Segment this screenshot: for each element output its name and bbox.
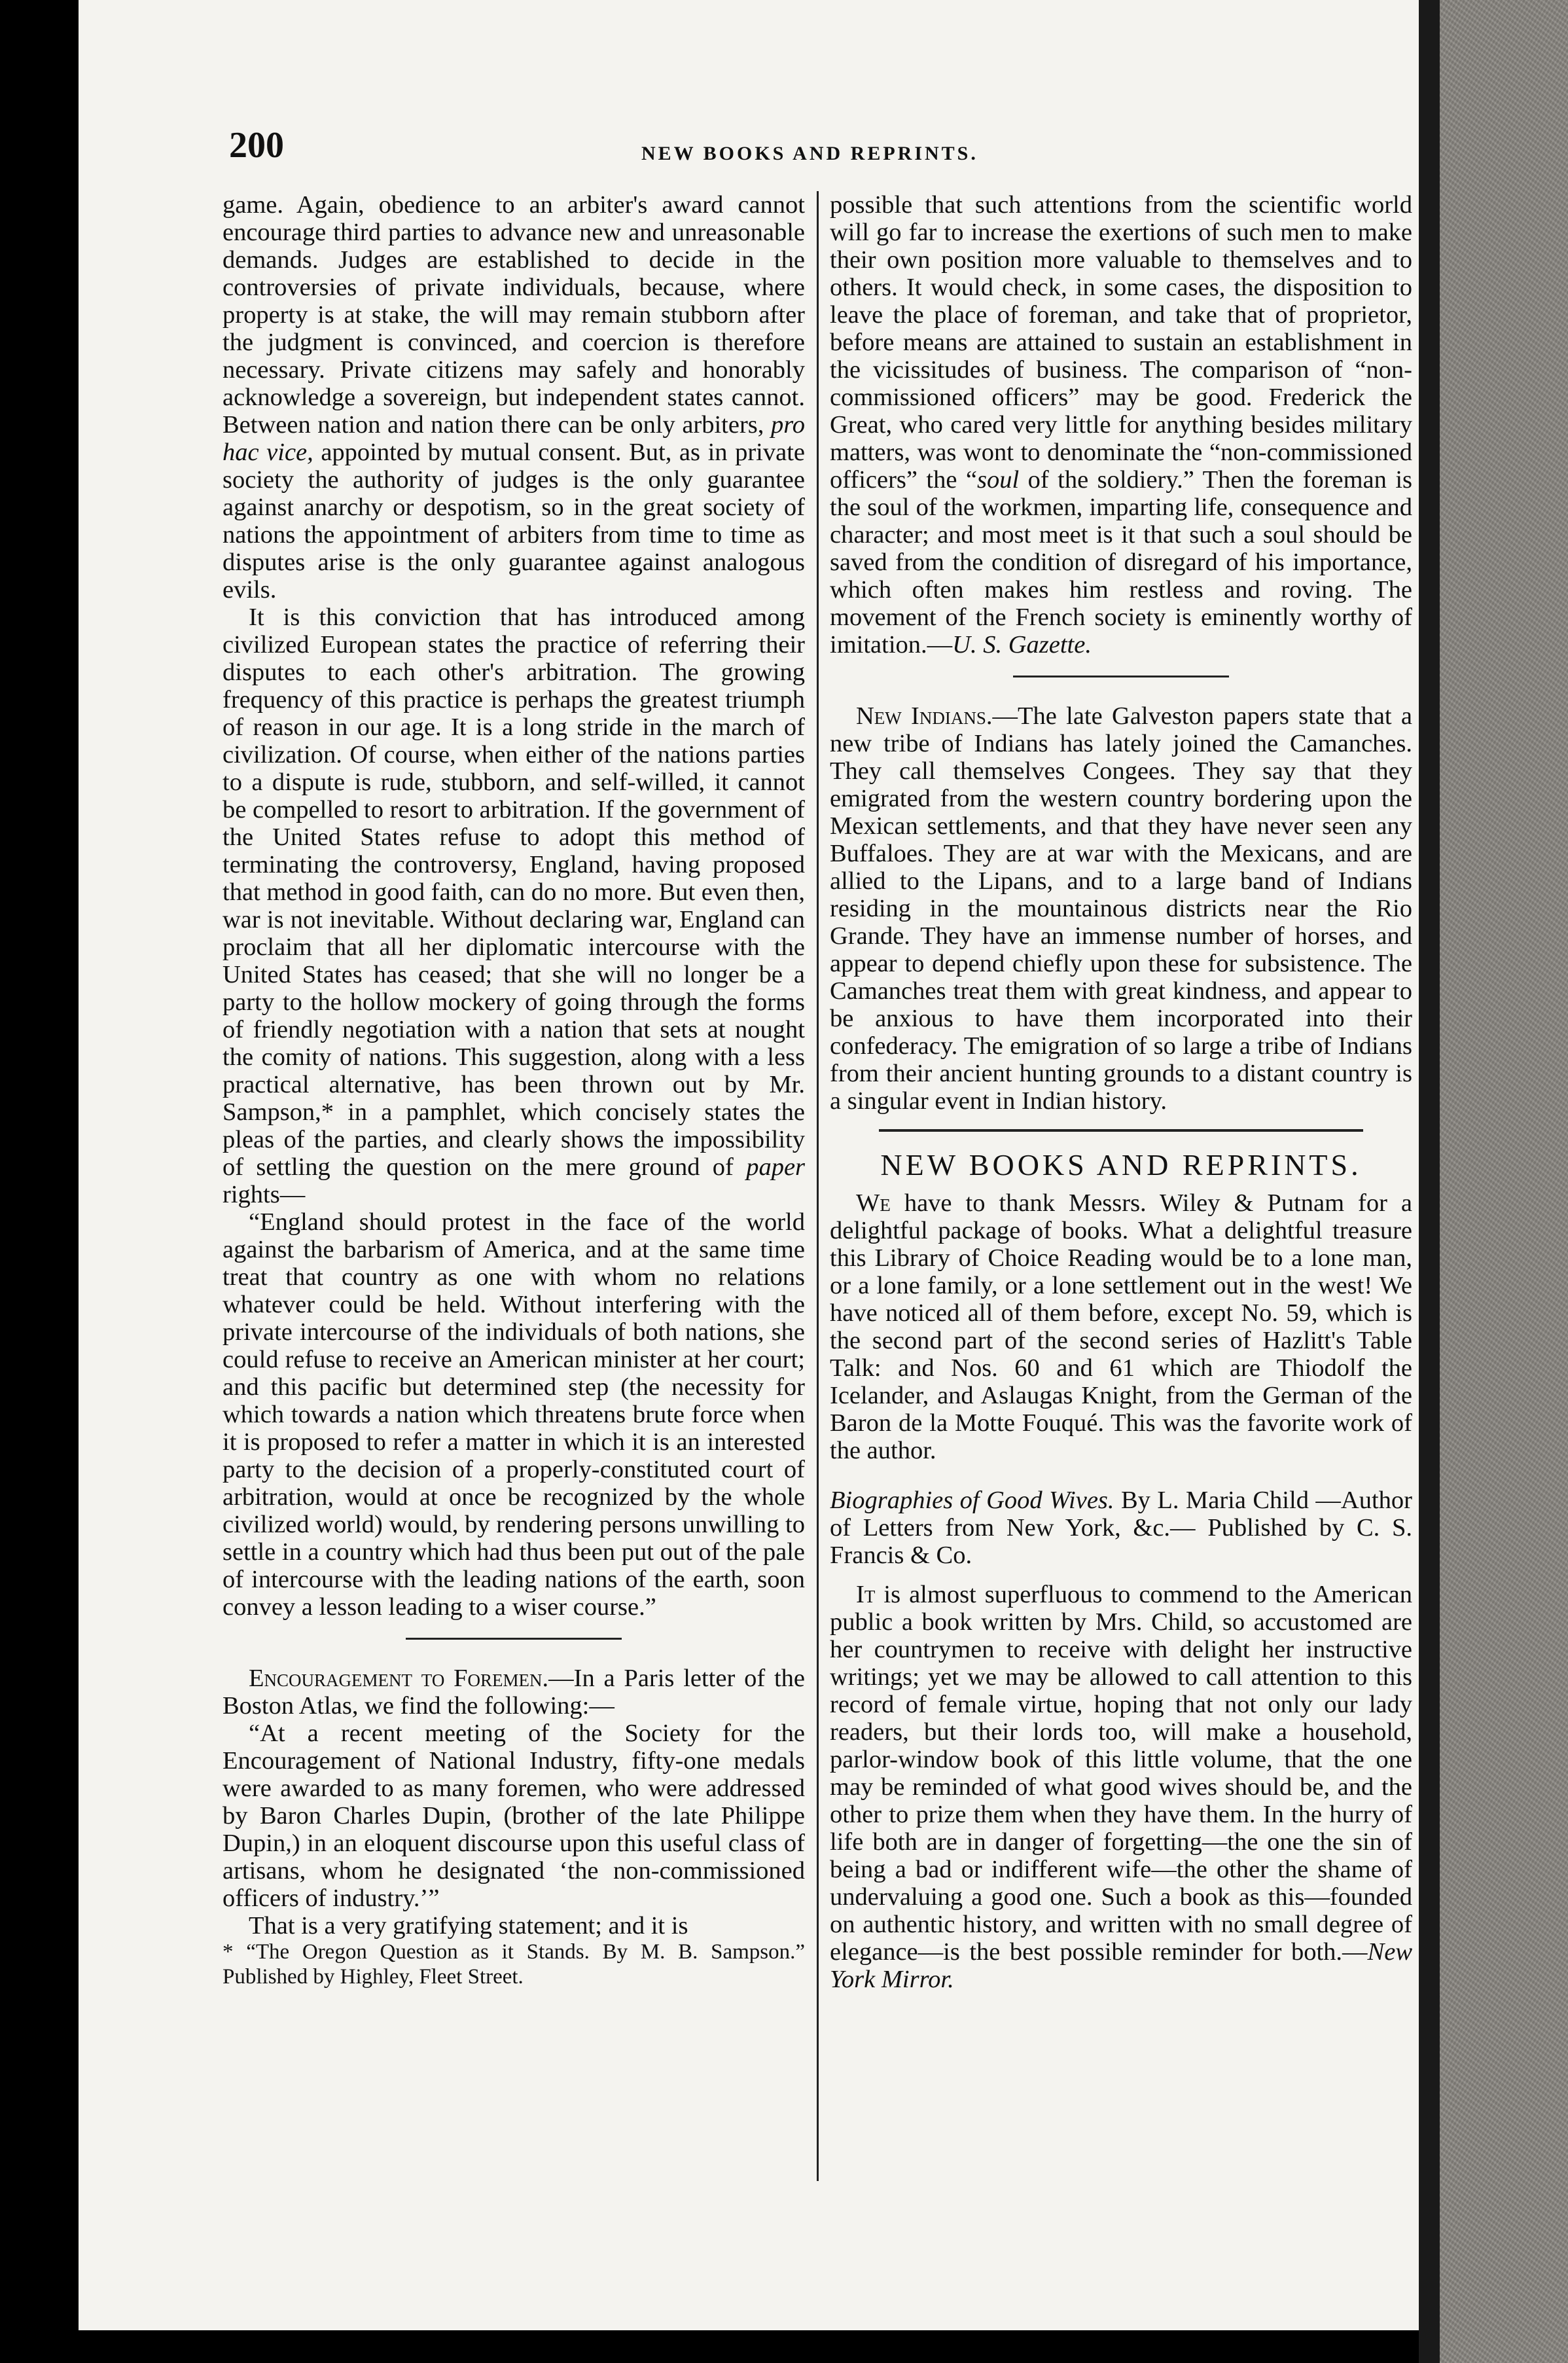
article-paragraph: possible that such attentions from the scientific world will go far to increase the exertions of such men to make their own position more valuable to themselves and to others. It would check, in some cases, the disposition to leave the place of foreman, and take that of proprietor, before means are attained to sustain an establishment in the vicissitudes of business. The comparison of “non-commissioned officers” may be good. Frederick the Great, who cared very little for anything besides military matters, was wont to denominate the “non-commissioned officers” the “soul of the soldiery.” Then the foreman is the soul of the workmen, imparting life, consequence and character; and most meet is it that such a soul should be saved from the condition of disregard of his importance, which often makes him restless and roving. The movement of the French society is eminently worthy of imitation.—U. S. Gazette. [830,191,1412,658]
block-quote: “At a recent meeting of the Society for the Encouragement of National Industry, fifty-one medals were awarded to as many foremen, who were addressed by Baron Charles Dupin, (brother of the late Philippe Dupin,) in an eloquent discourse upon this useful class of artisans, whom he designated ‘the non-commissioned officers of industry.’” [223,1720,805,1912]
article-paragraph: That is a very gratifying statement; and it is [249,1912,688,1939]
article-paragraph: New Indians.—The late Galveston papers state that a new tribe of Indians has lately joined the Camanches. They call themselves Congees. They say that they emigrated from the western country bordering upon the Mexican settlements, and that they have never seen any Buffaloes. They are at war with the Mexicans, and are allied to the Lipans, and to a large band of Indians residing in the mountainous districts near the Rio Grande. They have an immense number of horses, and appear to depend chiefly upon these for subsistence. The Camanches treat them with great kindness, and appear to be anxious to have them incorporated into their confederacy. The emigration of so large a tribe of Indians from their ancient hunting grounds to a distant country is a singular event in Indian history. [830,702,1412,1115]
section-rule [879,1129,1363,1132]
column-divider [817,191,819,2181]
page-number: 200 [229,125,284,166]
article-paragraph: Encouragement to Foremen.—In a Paris letter of the Boston Atlas, we find the following:— [223,1665,805,1720]
right-column [830,191,1412,1993]
article-source: U. S. Gazette. [952,631,1092,658]
book-title: Biographies of Good Wives. [830,1487,1114,1514]
page-header [229,124,1407,177]
running-head: NEW BOOKS AND REPRINTS. [641,143,978,164]
left-column [223,191,805,1989]
article-paragraph: game. Again, obedience to an arbiter's award cannot encourage third parties to advance new and unreasonable demands. Judges are established to decide in the controversies of private individuals, because, where property is at stake, the will may remain stubborn after the judgment is convinced, and coercion is therefore necessary. Private citizens may safely and honorably acknowledge a sovereign, but independent states cannot. Between nation and nation there can be only arbiters, pro hac vice, appointed by mutual consent. But, as in private society the authority of judges is the only guarantee against anarchy or despotism, so in the great society of nations the appointment of arbiters from time to time as disputes arise is the only guarantee against analogous evils. [223,191,806,604]
binding-shadow [1419,0,1440,2363]
page-edge [1440,0,1568,2363]
article-heading: New Indians. [856,702,993,730]
article-paragraph: It is almost superfluous to commend to the American public a book written by Mrs. Child, so accustomed are her countrymen to receive with delight her instructive writings; yet we may be allowed to call attention to this record of female virtue, hoping that not only our lady readers, but their lords too, will make a household, parlor-window book of this little volume, that the one may be reminded of what good wives should be, and the other to prize them when they have them. In the hurry of life both are in danger of forgetting—the one the sin of being a bad or indifferent wife—the other the shame of undervaluing a good one. Such a book as this—founded on authentic history, and written with no small degree of elegance—is the best possible reminder for both.—New York Mirror. [830,1581,1413,1993]
book-entry: Biographies of Good Wives. By L. Maria Child —Author of Letters from New York, &c.— Published by C. S. Francis & Co. [830,1487,1412,1569]
block-quote: “England should protest in the face of the world against the barbarism of America, and at the same time treat that country as one with whom no relations whatever could be held. Without interfering with the private intercourse of the individuals of both nations, she could refuse to receive an American minister at her court; and this pacific but determined step (the necessity for which towards a nation which threatens brute force when it is proposed to refer a matter in which it is an interested party to the decision of a properly-constituted court of arbitration, would at once be recognized by the whole civilized world) would, by rendering persons unwilling to settle in a country which had thus been put out of the pale of intercourse with the leading nations of the earth, soon convey a lesson leading to a wiser course.” [223,1208,805,1621]
section-rule [1013,676,1229,677]
article-heading: Encouragement to Foremen. [249,1665,549,1692]
section-rule [406,1638,622,1640]
article-paragraph: We have to thank Messrs. Wiley & Putnam for a delightful package of books. What a delightful treasure this Library of Choice Reading would be to a lone man, or a lone family, or a lone settlement out in the west! We have noticed all of them before, except No. 59, which is the second part of the second series of Hazlitt's Table Talk: and Nos. 60 and 61 which are Thiodolf the Icelander, and Aslaugas Knight, from the German of the Baron de la Motte Fouqué. This was the favorite work of the author. [830,1189,1413,1464]
footnote: * “The Oregon Question as it Stands. By M. B. Sampson.” Published by Highley, Fleet Street. [223,1940,805,1989]
section-heading: NEW BOOKS AND REPRINTS. [880,1148,1362,1182]
article-source: New York Mirror. [830,1938,1412,1993]
article-paragraph: It is this conviction that has introduced among civilized European states the practice of referring their disputes to each other's arbitration. The growing frequency of this practice is perhaps the greatest triumph of reason in our age. It is a long stride in the march of civilization. Of course, when either of the nations parties to a dispute is rude, stubborn, and self-willed, it cannot be compelled to resort to arbitration. If the government of the United States refuse to adopt this method of terminating the controversy, England, having proposed that method in good faith, can do no more. But even then, war is not inevitable. Without declaring war, England can proclaim that all her diplomatic intercourse with the United States has ceased; that she will no longer be a party to the hollow mockery of going through the forms of friendly negotiation with a nation that sets at nought the comity of nations. This suggestion, along with a less practical alternative, has been thrown out by Mr. Sampson,* in a pamphlet, which concisely states the pleas of the parties, and clearly shows the impossibility of settling the question on the mere ground of paper rights— [223,604,806,1208]
